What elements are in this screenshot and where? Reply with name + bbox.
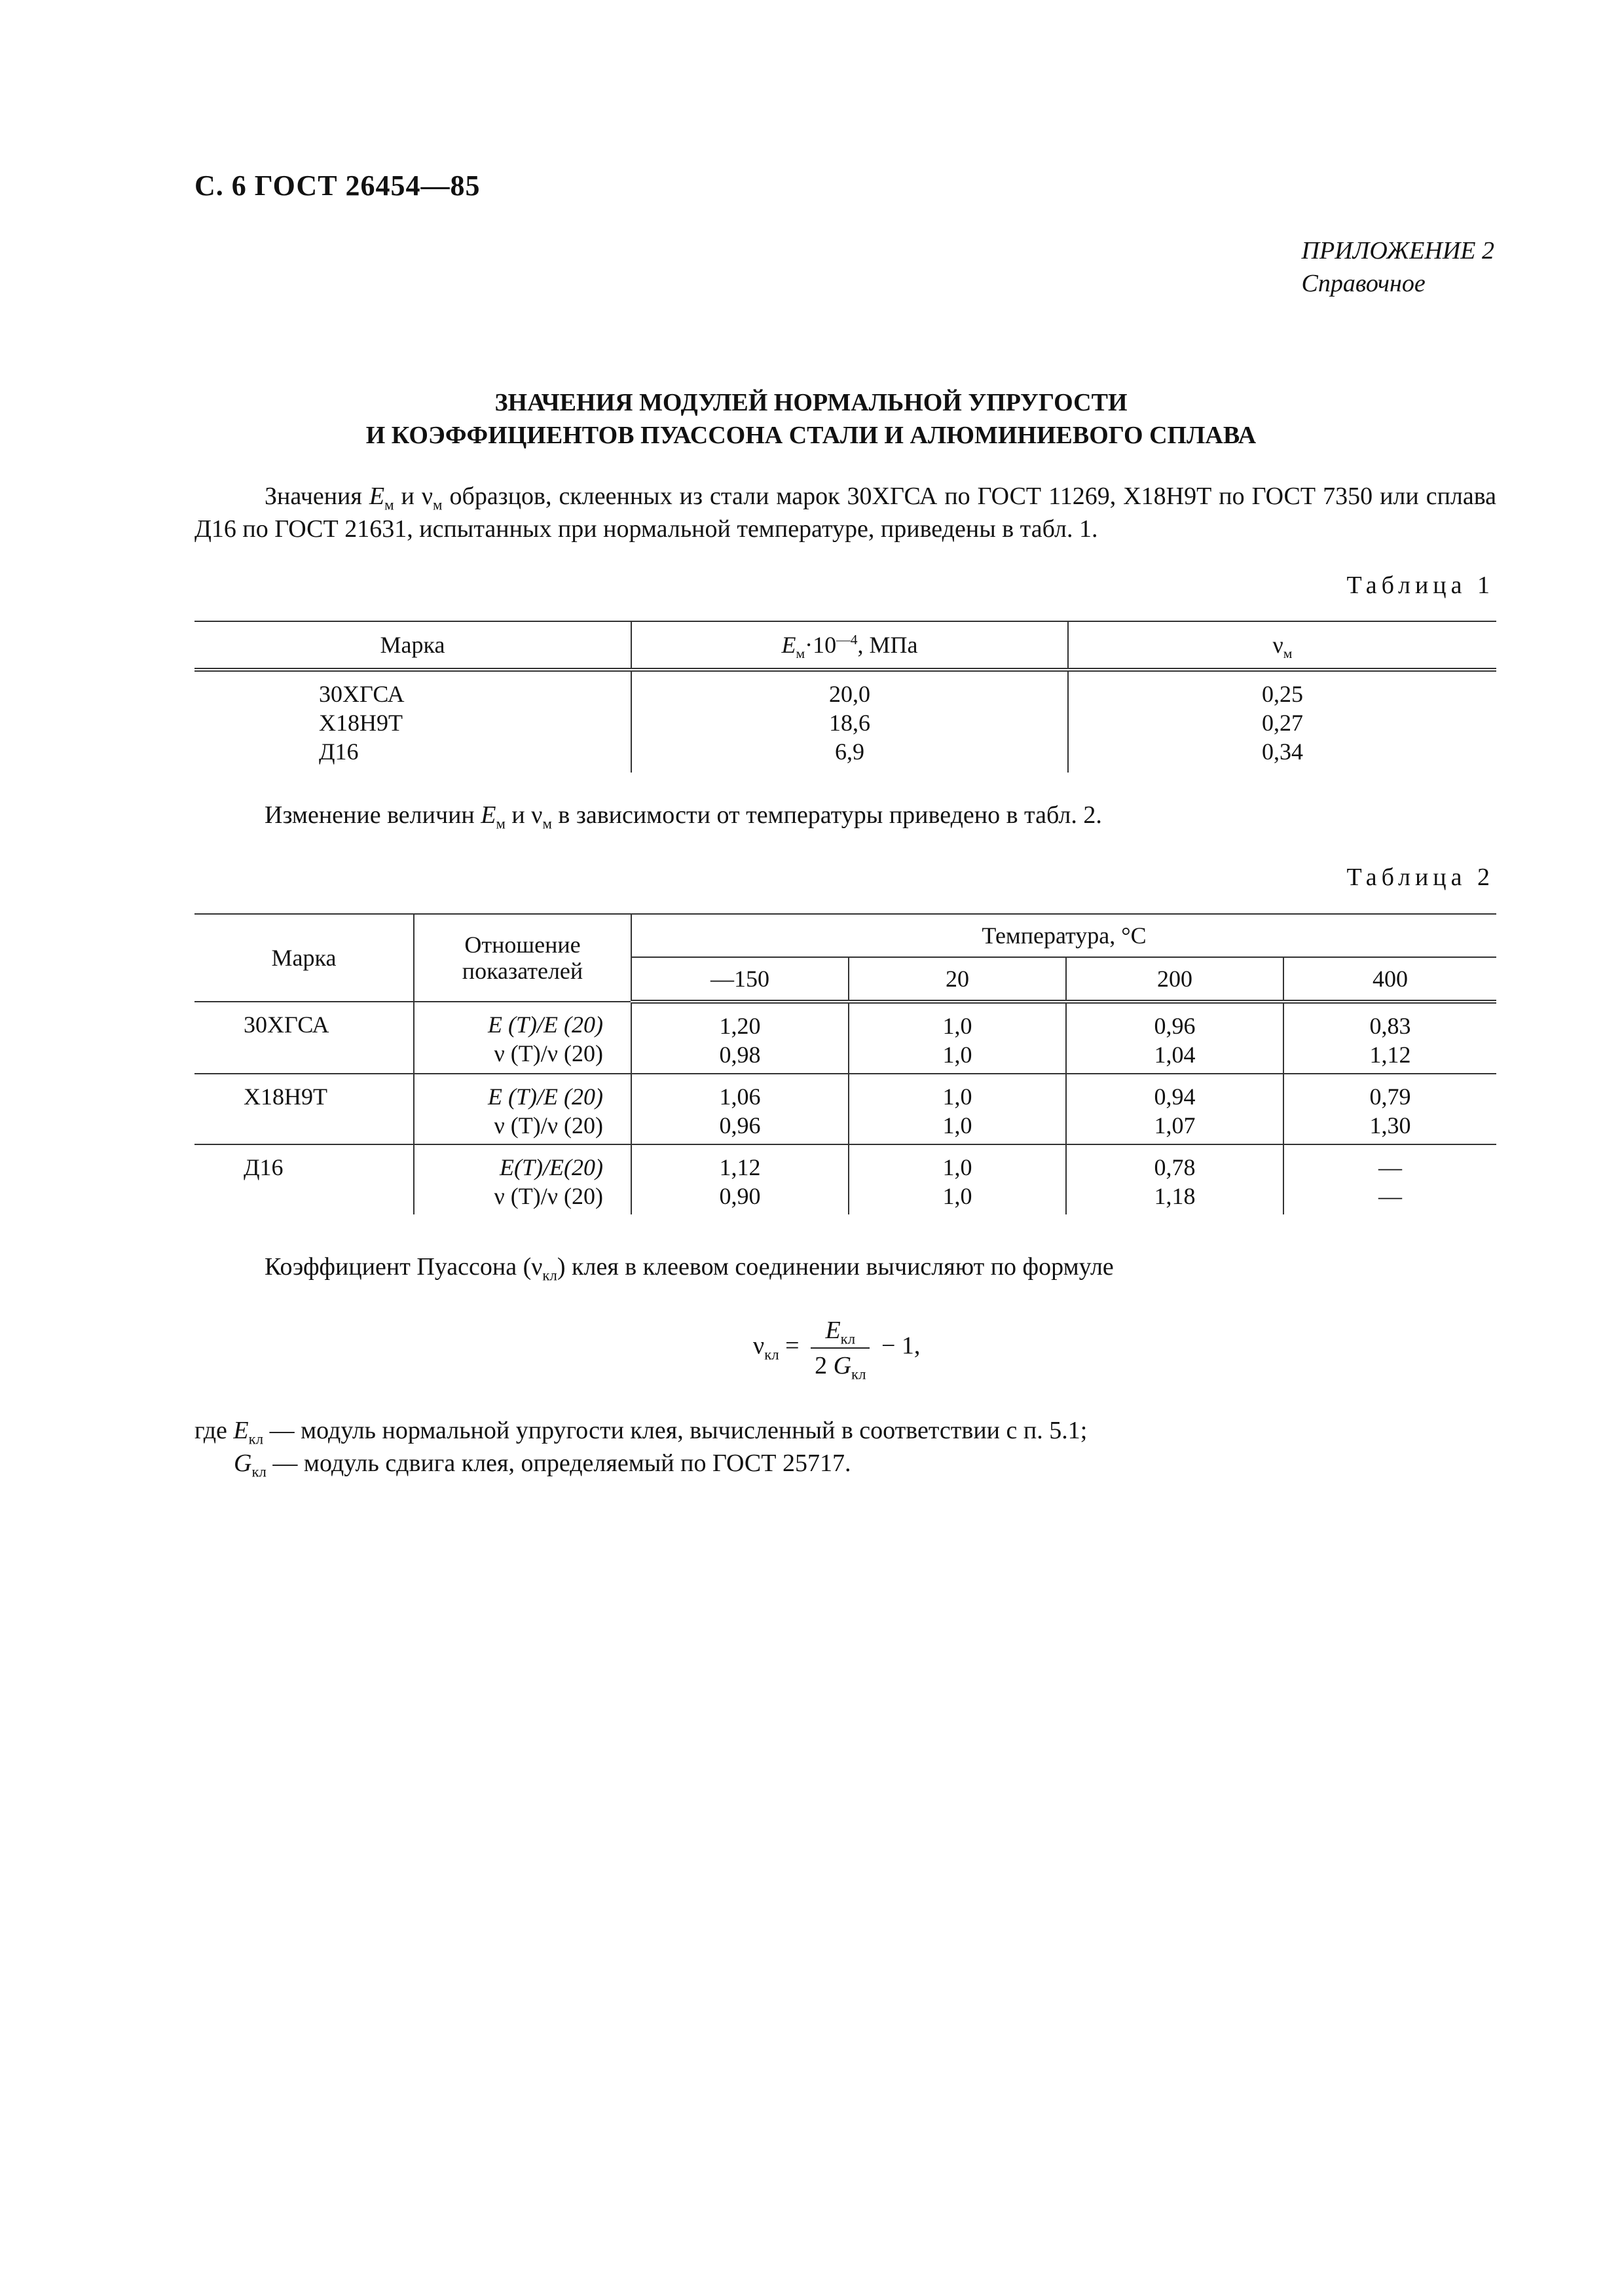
legend-line-g: $G_{кл}$ — модуль сдвига клея, определяемый по ГОСТ 25717. <box>234 1449 851 1480</box>
t2-header-temp: 20 <box>849 957 1066 1002</box>
formula-fraction: $\frac{E_{кл}}{2 G_{кл}}$ <box>811 1316 870 1380</box>
table-row: Д16 E(T)/E(20) ν (T)/ν (20) 1,12 0,90 1,0 1,0 0,78 1,18 — — <box>194 1144 1496 1214</box>
legend-line-e: где $E_{кл}$ — модуль нормальной упругости клея, вычисленный в соответствии с п. 5.1; <box>194 1417 1088 1448</box>
page-header: С. 6 ГОСТ 26454—85 <box>194 170 481 202</box>
t2-header-temp: —150 <box>631 957 849 1002</box>
t1-header-grade: Марка <box>194 621 631 670</box>
table-row: Х18Н9Т 18,6 0,27 <box>194 708 1496 737</box>
title-line-1: ЗНАЧЕНИЯ МОДУЛЕЙ НОРМАЛЬНОЙ УПРУГОСТИ <box>494 389 1128 416</box>
t2-header-temp: 400 <box>1283 957 1496 1002</box>
t2-header-temp: 200 <box>1066 957 1283 1002</box>
table-row: 30ХГСА E (T)/E (20) ν (T)/ν (20) 1,20 0,98 1,0 1,0 0,96 1,04 0,83 1,12 <box>194 1002 1496 1074</box>
middle-paragraph: Изменение величин $E_м$ и $\nu_м$ в зависимости от температуры приведено в табл. 2. <box>265 801 1102 832</box>
table1-caption: Таблица 1 <box>1346 572 1494 599</box>
title-line-2: И КОЭФФИЦИЕНТОВ ПУАССОНА СТАЛИ И АЛЮМИНИЕВОГО СПЛАВА <box>365 422 1257 449</box>
t1-header-modulus: $E_м\cdot 10^{—4}$, МПа <box>631 621 1068 670</box>
appendix-kind: Справочное <box>1301 270 1426 297</box>
appendix-label <box>1302 234 1494 300</box>
table-2 <box>194 913 1496 1214</box>
formula-legend <box>194 1414 1087 1480</box>
table2-caption: Таблица 2 <box>1346 864 1494 891</box>
table-row: 30ХГСА 20,0 0,25 <box>194 670 1496 708</box>
t1-header-poisson: $\nu_м$ <box>1068 621 1496 670</box>
t2-header-ratio: Отношение показателей <box>414 914 631 1002</box>
table-1 <box>194 621 1496 773</box>
table-row: Д16 6,9 0,34 <box>194 737 1496 773</box>
intro-paragraph: Значения $E_м$ и $\nu_м$ образцов, склеенных из стали марок 30ХГСА по ГОСТ 11269, Х18Н9Т по ГОСТ 7350 или сплава Д16 по ГОСТ 21631, испытанных при нормальной температуре, приведены в табл. 1. <box>194 483 1497 543</box>
table-row: Х18Н9Т E (T)/E (20) ν (T)/ν (20) 1,06 0,96 1,0 1,0 0,94 1,07 0,79 1,30 <box>194 1074 1496 1144</box>
t2-header-grade: Марка <box>194 914 414 1002</box>
appendix-number: ПРИЛОЖЕНИЕ 2 <box>1301 237 1494 264</box>
appendix-title <box>131 386 1491 452</box>
poisson-formula: $\nu_{кл}$ = $\frac{E_{кл}}{2 G_{кл}}$ − 1, <box>753 1317 921 1383</box>
formula-intro: Коэффициент Пуассона $(\nu_{кл})$ клея в клеевом соединении вычисляют по формуле <box>265 1253 1114 1284</box>
t2-header-temperature: Температура, °С <box>631 914 1496 957</box>
